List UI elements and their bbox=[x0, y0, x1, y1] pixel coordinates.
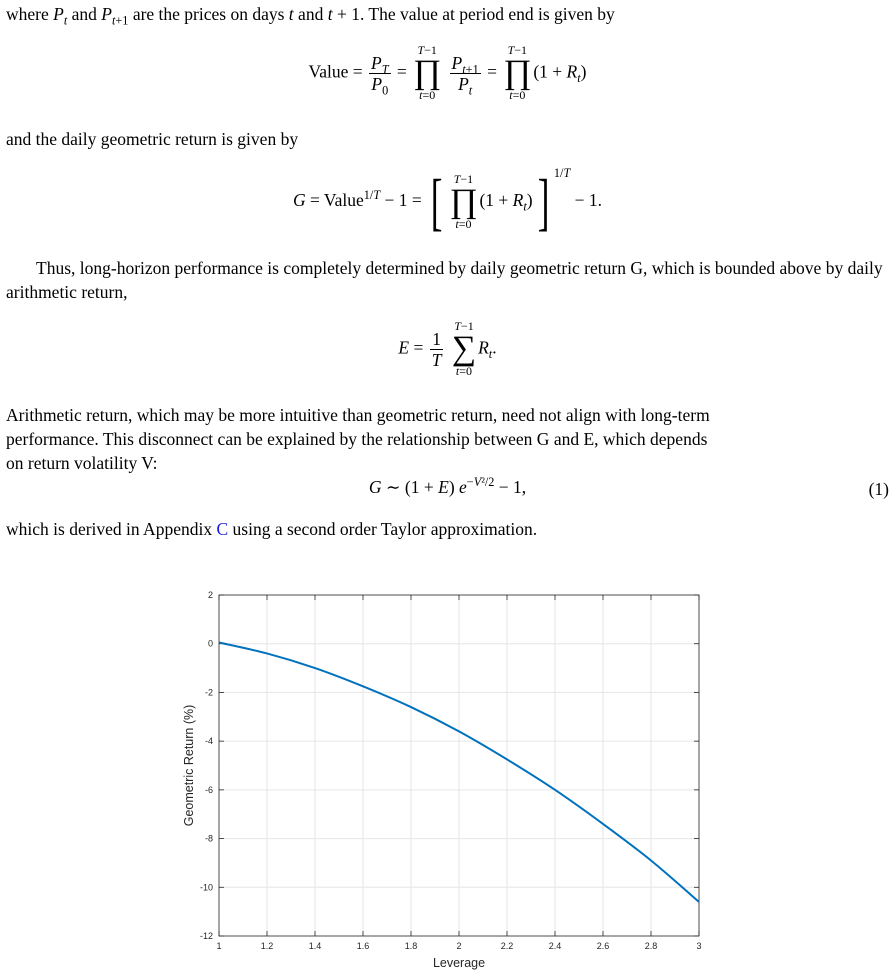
x-tick-label: 2.2 bbox=[500, 941, 514, 951]
x-tick-label: 3 bbox=[696, 941, 702, 951]
x-axis-label: Leverage bbox=[432, 956, 486, 970]
geometric-intro: and the daily geometric return is given by bbox=[6, 129, 299, 149]
x-tick-label: 2.8 bbox=[644, 941, 658, 951]
x-tick-label: 2.6 bbox=[596, 941, 610, 951]
y-tick-label: -12 bbox=[199, 931, 213, 941]
x-tick-label: 1 bbox=[216, 941, 222, 951]
x-tick-label: 1.4 bbox=[308, 941, 322, 951]
arithmetic-paragraph: Arithmetic return, which may be more intuitive than geometric return, need not align with long-term performance. This disconnect can be explained by the relationship between G and E, which depends on return volatility V: bbox=[6, 405, 710, 473]
value-equation: Value = $\frac{P_T}{P_0}$ = T−1 ∏ t=0 $\frac{P_{t+1}}{P_t}$ = T−1 ∏ t=0 $(1 + R_t)$ bbox=[308, 43, 587, 103]
thus-paragraph: Thus, long-horizon performance is completely determined by daily geometric return G, which is bounded above by daily arithmetic return, bbox=[6, 258, 883, 302]
equation-number: (1) bbox=[868, 479, 889, 499]
y-tick-label: -10 bbox=[199, 882, 213, 893]
appendix-link[interactable]: C bbox=[216, 519, 229, 539]
y-tick-label: 2 bbox=[207, 590, 213, 600]
arithmetic-equation: E = $\frac{1}{T}$ T−1 ∑ t=0 $R_t$. bbox=[398, 319, 497, 379]
x-tick-label: 1.2 bbox=[260, 941, 274, 951]
y-tick-label: 0 bbox=[207, 638, 213, 649]
y-tick-label: -4 bbox=[204, 736, 213, 747]
y-tick-label: -2 bbox=[204, 687, 213, 698]
y-tick-label: -8 bbox=[204, 833, 213, 844]
chart-grid bbox=[219, 595, 699, 936]
intro-paragraph: where $P_t$ and $P_{t+1}$ are the prices on days t and t + 1. The value at period end is given by bbox=[6, 4, 615, 28]
geometric-equation: G = Value$^{1/T}$ − 1 = [ T−1 ∏ t=0 $(1 + R_t)$] $^{1/T}$ − 1. bbox=[292, 166, 603, 237]
derived-paragraph: which is derived in Appendix C using a second order Taylor approximation. bbox=[6, 519, 538, 539]
y-tick-label: -6 bbox=[204, 784, 213, 795]
relationship-equation: G ∼ (1 + E) $e^{-V^2/2} - 1$, bbox=[368, 475, 527, 497]
y-axis-label: Geometric Return (%) bbox=[182, 704, 196, 827]
x-tick-label: 2.4 bbox=[548, 941, 562, 951]
x-tick-label: 1.6 bbox=[356, 941, 370, 951]
x-tick-label: 1.8 bbox=[404, 941, 418, 951]
x-tick-label: 2 bbox=[456, 941, 462, 951]
